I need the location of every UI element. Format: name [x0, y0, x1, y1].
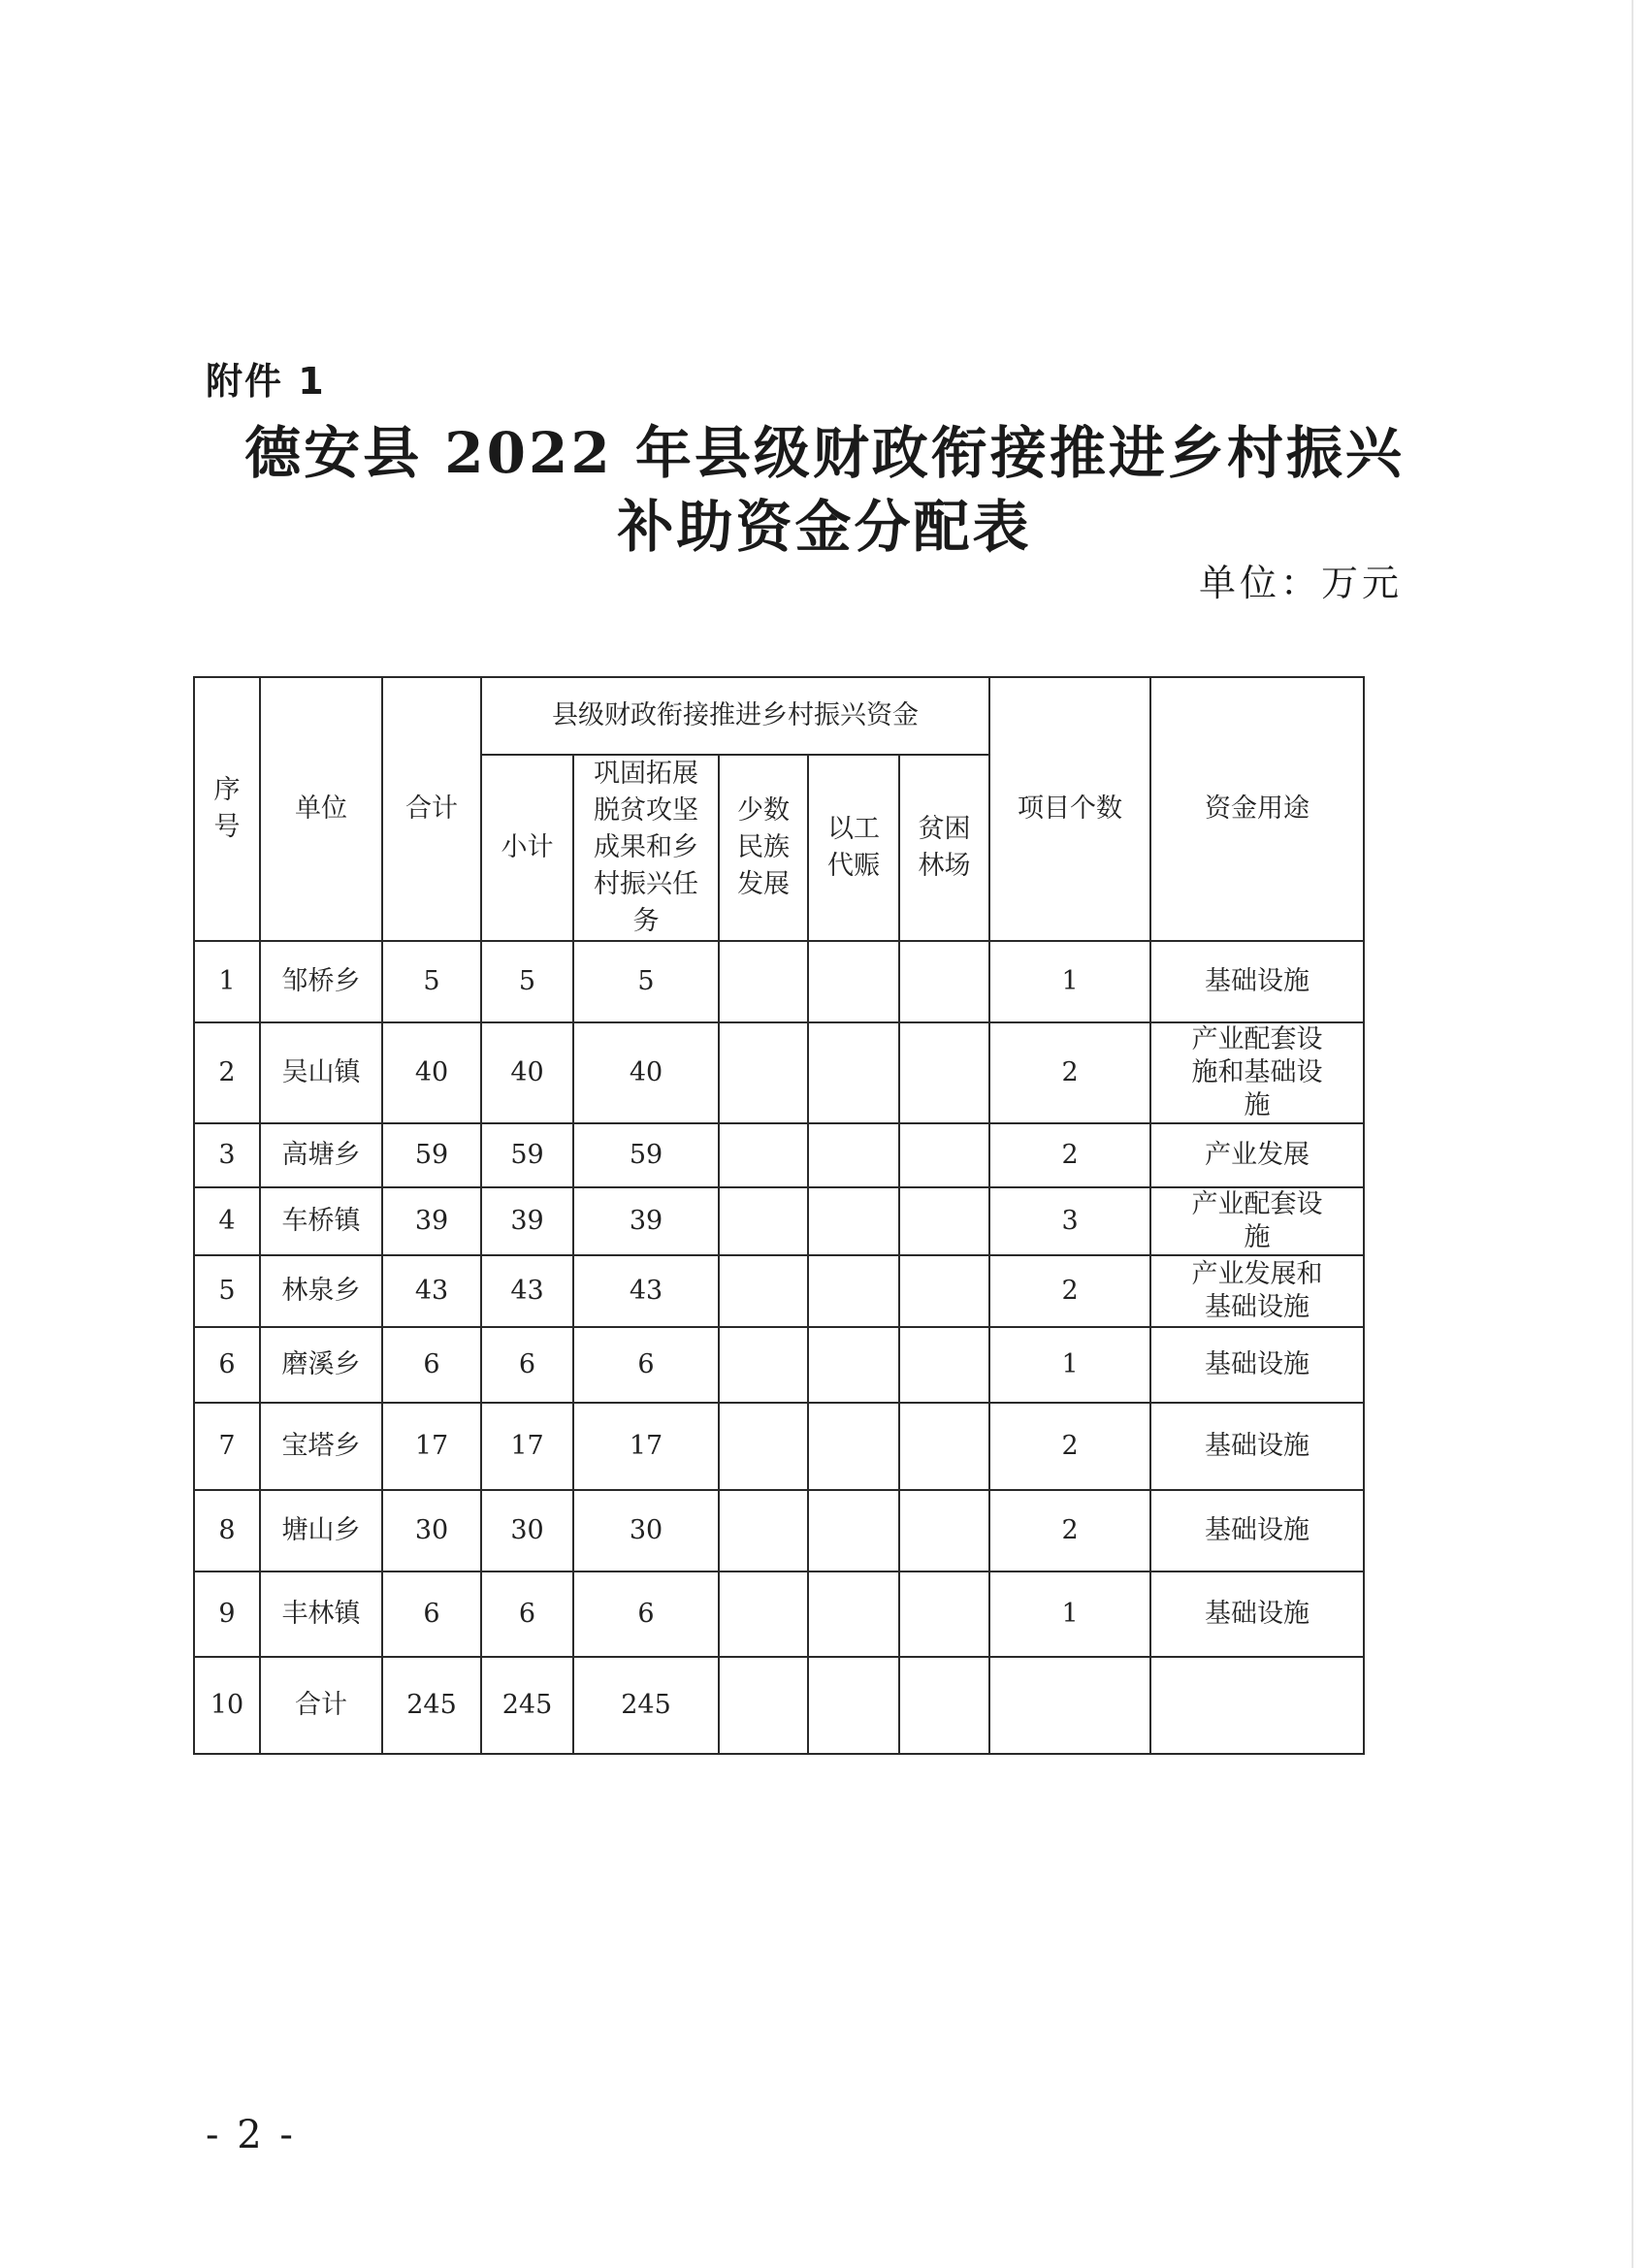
cell-seq: 8	[194, 1490, 260, 1571]
cell-subtotal: 43	[481, 1255, 573, 1327]
cell-work-relief	[808, 1490, 899, 1571]
cell-consolidate: 39	[573, 1187, 719, 1255]
header-forest: 贫困林场	[899, 755, 989, 941]
cell-usage: 产业发展	[1150, 1123, 1364, 1187]
cell-work-relief	[808, 941, 899, 1022]
header-total: 合计	[382, 677, 481, 941]
cell-minority	[719, 1123, 808, 1187]
table-row	[194, 1490, 1364, 1571]
cell-seq: 4	[194, 1187, 260, 1255]
cell-subtotal: 39	[481, 1187, 573, 1255]
cell-subtotal: 30	[481, 1490, 573, 1571]
cell-forest	[899, 1657, 989, 1754]
cell-work-relief	[808, 1187, 899, 1255]
cell-projects: 2	[989, 1403, 1150, 1490]
table-row	[194, 1123, 1364, 1187]
cell-forest	[899, 1327, 989, 1403]
cell-usage: 基础设施	[1150, 1571, 1364, 1657]
cell-forest	[899, 941, 989, 1022]
cell-projects: 2	[989, 1123, 1150, 1187]
cell-total: 43	[382, 1255, 481, 1327]
cell-total: 6	[382, 1571, 481, 1657]
cell-minority	[719, 1255, 808, 1327]
table-row	[194, 1571, 1364, 1657]
allocation-table	[193, 676, 1365, 1755]
cell-total: 30	[382, 1490, 481, 1571]
cell-usage: 基础设施	[1150, 1490, 1364, 1571]
table-row	[194, 1187, 1364, 1255]
cell-forest	[899, 1255, 989, 1327]
cell-total: 6	[382, 1327, 481, 1403]
cell-minority	[719, 1490, 808, 1571]
cell-consolidate: 6	[573, 1327, 719, 1403]
cell-work-relief	[808, 1255, 899, 1327]
cell-projects: 1	[989, 1571, 1150, 1657]
header-minority: 少数民族发展	[719, 755, 808, 941]
unit-label: 单位：万元	[1198, 562, 1403, 604]
cell-minority	[719, 1571, 808, 1657]
cell-subtotal: 6	[481, 1327, 573, 1403]
cell-work-relief	[808, 1022, 899, 1123]
cell-projects	[989, 1657, 1150, 1754]
cell-unit: 塘山乡	[260, 1490, 382, 1571]
cell-total: 39	[382, 1187, 481, 1255]
cell-total: 40	[382, 1022, 481, 1123]
cell-unit: 丰林镇	[260, 1571, 382, 1657]
cell-consolidate: 40	[573, 1022, 719, 1123]
cell-forest	[899, 1123, 989, 1187]
cell-unit: 磨溪乡	[260, 1327, 382, 1403]
cell-total: 5	[382, 941, 481, 1022]
attachment-label: 附件 1	[206, 360, 326, 403]
cell-seq: 3	[194, 1123, 260, 1187]
cell-projects: 1	[989, 1327, 1150, 1403]
cell-projects: 2	[989, 1255, 1150, 1327]
cell-seq: 2	[194, 1022, 260, 1123]
cell-seq: 6	[194, 1327, 260, 1403]
table-row	[194, 1022, 1364, 1123]
cell-total: 17	[382, 1403, 481, 1490]
header-project-count: 项目个数	[989, 677, 1150, 941]
cell-unit: 宝塔乡	[260, 1403, 382, 1490]
cell-subtotal: 59	[481, 1123, 573, 1187]
table-row	[194, 1403, 1364, 1490]
cell-consolidate: 5	[573, 941, 719, 1022]
cell-minority	[719, 1187, 808, 1255]
cell-consolidate: 43	[573, 1255, 719, 1327]
header-subtotal: 小计	[481, 755, 573, 941]
header-consolidate: 巩固拓展脱贫攻坚成果和乡村振兴任务	[573, 755, 719, 941]
cell-projects: 2	[989, 1022, 1150, 1123]
cell-work-relief	[808, 1123, 899, 1187]
cell-work-relief	[808, 1657, 899, 1754]
cell-total: 59	[382, 1123, 481, 1187]
cell-forest	[899, 1187, 989, 1255]
cell-consolidate: 17	[573, 1403, 719, 1490]
cell-projects: 3	[989, 1187, 1150, 1255]
cell-seq: 9	[194, 1571, 260, 1657]
cell-consolidate: 6	[573, 1571, 719, 1657]
cell-usage	[1150, 1657, 1364, 1754]
page-number: - 2 -	[206, 2113, 296, 2157]
cell-unit: 合计	[260, 1657, 382, 1754]
scan-edge-line	[1632, 0, 1633, 2268]
table-row	[194, 1327, 1364, 1403]
cell-subtotal: 6	[481, 1571, 573, 1657]
cell-minority	[719, 1327, 808, 1403]
cell-unit: 车桥镇	[260, 1187, 382, 1255]
cell-minority	[719, 1657, 808, 1754]
document-title-line-2: 补助资金分配表	[617, 494, 1032, 560]
cell-seq: 10	[194, 1657, 260, 1754]
cell-subtotal: 245	[481, 1657, 573, 1754]
cell-subtotal: 5	[481, 941, 573, 1022]
cell-work-relief	[808, 1327, 899, 1403]
table-row	[194, 1255, 1364, 1327]
cell-forest	[899, 1571, 989, 1657]
cell-projects: 2	[989, 1490, 1150, 1571]
cell-projects: 1	[989, 941, 1150, 1022]
cell-minority	[719, 1403, 808, 1490]
cell-total: 245	[382, 1657, 481, 1754]
cell-seq: 7	[194, 1403, 260, 1490]
table-row	[194, 1657, 1364, 1754]
header-seq: 序号	[194, 677, 260, 941]
cell-subtotal: 17	[481, 1403, 573, 1490]
header-fund-usage: 资金用途	[1150, 677, 1364, 941]
cell-consolidate: 30	[573, 1490, 719, 1571]
cell-usage: 产业配套设施	[1150, 1187, 1364, 1255]
cell-consolidate: 59	[573, 1123, 719, 1187]
cell-usage: 基础设施	[1150, 1327, 1364, 1403]
cell-minority	[719, 1022, 808, 1123]
cell-usage: 基础设施	[1150, 1403, 1364, 1490]
cell-usage: 产业发展和基础设施	[1150, 1255, 1364, 1327]
cell-unit: 林泉乡	[260, 1255, 382, 1327]
header-unit: 单位	[260, 677, 382, 941]
cell-usage: 基础设施	[1150, 941, 1364, 1022]
cell-seq: 1	[194, 941, 260, 1022]
cell-forest	[899, 1490, 989, 1571]
cell-work-relief	[808, 1403, 899, 1490]
cell-consolidate: 245	[573, 1657, 719, 1754]
cell-usage: 产业配套设施和基础设施	[1150, 1022, 1364, 1123]
header-work-relief: 以工代赈	[808, 755, 899, 941]
header-fund-group: 县级财政衔接推进乡村振兴资金	[481, 677, 989, 755]
table-header-row	[194, 677, 1364, 755]
document-title-line-1: 德安县 2022 年县级财政衔接推进乡村振兴	[244, 420, 1405, 486]
cell-subtotal: 40	[481, 1022, 573, 1123]
cell-unit: 高塘乡	[260, 1123, 382, 1187]
cell-unit: 吴山镇	[260, 1022, 382, 1123]
cell-work-relief	[808, 1571, 899, 1657]
cell-forest	[899, 1403, 989, 1490]
cell-unit: 邹桥乡	[260, 941, 382, 1022]
cell-minority	[719, 941, 808, 1022]
table-row	[194, 941, 1364, 1022]
cell-seq: 5	[194, 1255, 260, 1327]
cell-forest	[899, 1022, 989, 1123]
